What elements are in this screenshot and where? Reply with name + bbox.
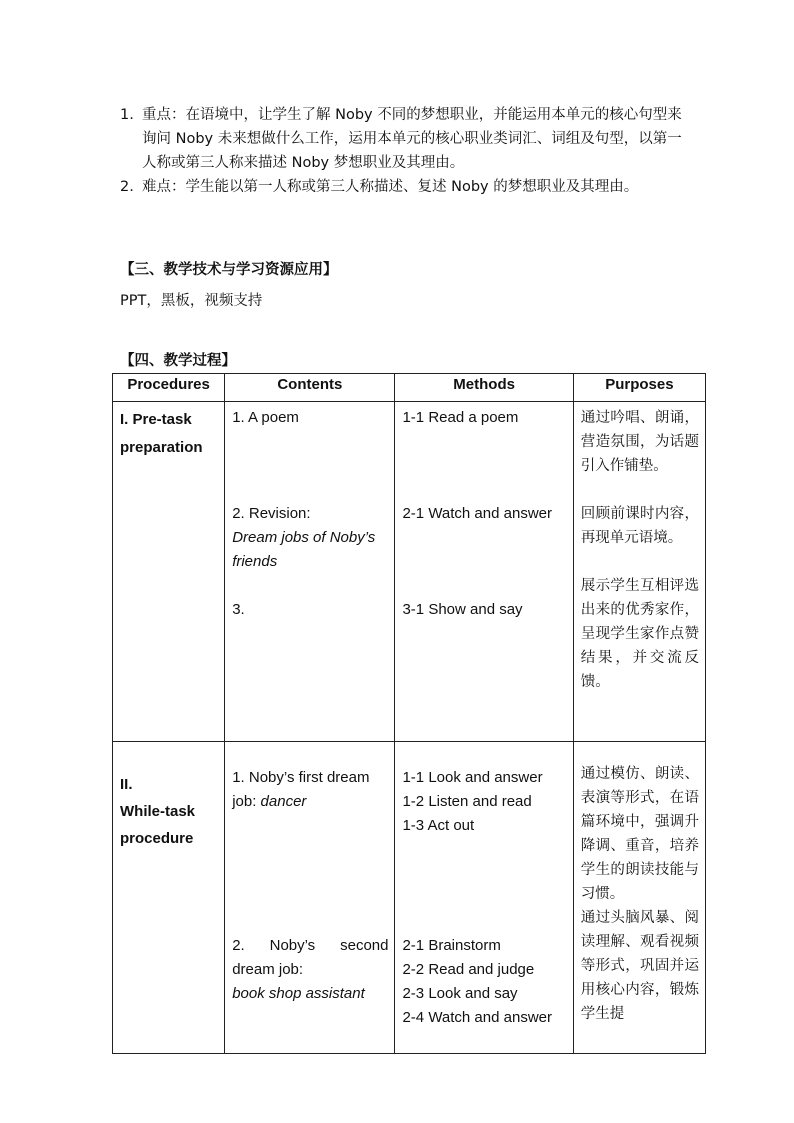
content-1-label: 1. Noby’s first dream job: [232, 769, 370, 810]
content-2 [232, 934, 388, 1006]
content-1-detail: dancer [260, 793, 307, 810]
objective-item [120, 103, 690, 175]
methods-1 [402, 766, 566, 934]
content-2-label: 2. Revision: [232, 505, 311, 522]
table-row-while-task [113, 742, 706, 1054]
content-2 [232, 502, 388, 598]
table-header-row [113, 374, 706, 402]
cell-purposes [573, 742, 705, 1054]
purpose-2: 回顾前课时内容，再现单元语境。 [580, 506, 699, 546]
objective-number: 1. [120, 107, 134, 123]
cell-procedure [113, 402, 225, 742]
content-2-label: 2. Noby’s second dream job: [232, 937, 389, 978]
section-3-text: PPT，黑板，视频支持 [120, 293, 263, 309]
objective-text: 重点：在语境中，让学生了解 Noby 不同的梦想职业，并能运用本单元的核心句型来询问 Noby 未来想做什么工作，运用本单元的核心职业类词汇、词组及句型，以第一人称或第三人称来描述 Noby 梦想职业及其理由。 [142, 107, 682, 171]
header-methods: Methods [395, 374, 573, 402]
method-item: 2-3 Look and say [402, 985, 518, 1002]
content-1: 1. A poem [232, 409, 299, 426]
methods-2 [402, 934, 566, 1030]
method-item: 2-4 Watch and answer [402, 1009, 552, 1026]
method-2: 2-1 Watch and answer [402, 505, 552, 522]
section-4-title: 【四、教学过程】 [120, 353, 236, 369]
method-item: 2-1 Brainstorm [402, 937, 501, 954]
objective-item [120, 175, 690, 199]
section-3-title: 【三、教学技术与学习资源应用】 [120, 262, 338, 278]
stage-number: II. [120, 776, 133, 793]
cell-procedure [113, 742, 225, 1054]
content-2-detail: Dream jobs of Noby’s friends [232, 529, 376, 570]
method-3: 3-1 Show and say [402, 601, 523, 618]
content-1 [232, 766, 388, 934]
header-contents: Contents [225, 374, 395, 402]
header-purposes: Purposes [573, 374, 705, 402]
stage-label: I. Pre-task preparation [120, 411, 203, 456]
purpose-1: 通过吟唱、朗诵，营造氛围，为话题引入作铺垫。 [580, 410, 699, 474]
objectives-list [120, 103, 690, 199]
content-3: 3. [232, 601, 245, 618]
purpose-2: 通过头脑风暴、阅读理解、观看视频等形式，巩固并运用核心内容，锻炼学生提 [580, 910, 699, 1022]
procedures-table [112, 373, 706, 1054]
content-2-detail: book shop assistant [232, 985, 365, 1002]
header-procedures: Procedures [113, 374, 225, 402]
method-item: 1-2 Listen and read [402, 793, 532, 810]
cell-methods [395, 402, 573, 742]
purpose-1: 通过模仿、朗读、表演等形式，在语篇环境中，强调升降调、重音，培养学生的朗读技能与习惯。 [580, 766, 699, 902]
method-item: 1-1 Look and answer [402, 769, 543, 786]
method-item: 1-3 Act out [402, 817, 475, 834]
objective-number: 2. [120, 179, 134, 195]
method-1: 1-1 Read a poem [402, 409, 519, 426]
objective-text: 难点：学生能以第一人称或第三人称描述、复述 Noby 的梦想职业及其理由。 [142, 179, 639, 195]
stage-label: While-task procedure [120, 803, 196, 847]
method-item: 2-2 Read and judge [402, 961, 535, 978]
cell-purposes [573, 402, 705, 742]
cell-methods [395, 742, 573, 1054]
cell-contents [225, 742, 395, 1054]
cell-contents [225, 402, 395, 742]
purpose-3: 展示学生互相评选出来的优秀家作，呈现学生家作点赞结果，并交流反馈。 [580, 578, 699, 690]
table-row-pre-task [113, 402, 706, 742]
